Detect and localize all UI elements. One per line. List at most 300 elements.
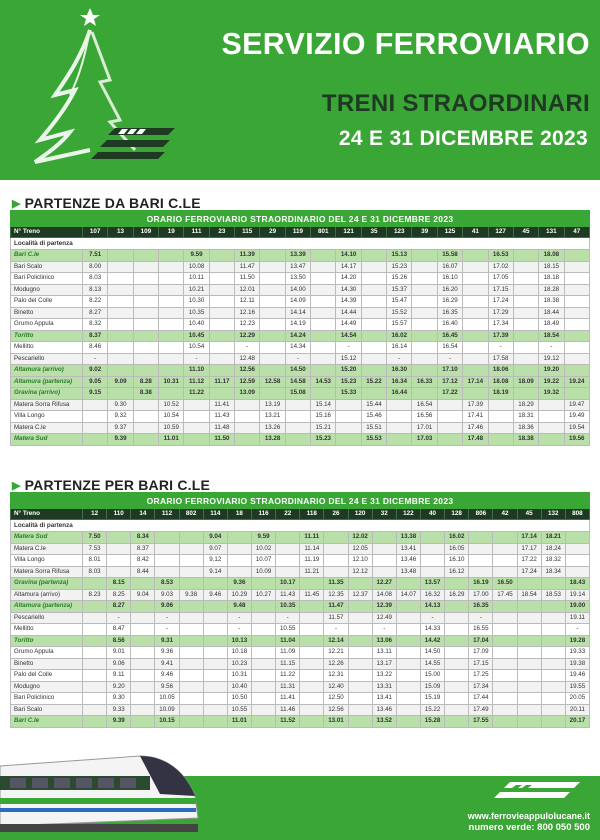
train-number: 45	[517, 509, 541, 520]
time-cell: 13.28	[260, 434, 285, 446]
time-cell	[83, 681, 107, 693]
time-cell	[300, 635, 324, 647]
time-cell	[445, 681, 469, 693]
time-cell	[372, 543, 396, 555]
time-cell	[412, 296, 437, 308]
time-cell: 14.34	[285, 342, 310, 354]
time-cell: 16.54	[412, 399, 437, 411]
time-cell: 8.44	[131, 566, 155, 578]
header-label: N° Treno	[11, 509, 83, 520]
time-cell: 14.42	[420, 635, 444, 647]
station-name: Palo del Colle	[11, 670, 83, 682]
time-cell: 11.14	[300, 543, 324, 555]
time-cell	[488, 399, 513, 411]
time-cell	[412, 353, 437, 365]
time-cell: 20.17	[565, 716, 589, 728]
time-cell: 14.50	[420, 647, 444, 659]
time-cell: 15.37	[387, 284, 412, 296]
train-number: 806	[469, 509, 493, 520]
time-cell: 16.54	[437, 342, 462, 354]
time-cell	[260, 353, 285, 365]
time-cell: 15.57	[387, 319, 412, 331]
time-cell	[445, 578, 469, 590]
time-cell	[159, 388, 184, 400]
time-cell: 8.15	[107, 578, 131, 590]
time-cell	[324, 543, 348, 555]
table-row	[11, 422, 590, 434]
station-name: Mellitto	[11, 342, 83, 354]
time-cell	[488, 411, 513, 423]
station-name: Bari Policlinico	[11, 273, 83, 285]
time-cell: 17.14	[517, 532, 541, 544]
time-cell	[300, 601, 324, 613]
time-cell	[412, 388, 437, 400]
time-cell: 15.12	[336, 353, 361, 365]
time-cell: 16.32	[420, 589, 444, 601]
time-cell: 8.23	[83, 589, 107, 601]
time-cell	[209, 273, 234, 285]
time-cell: 17.01	[412, 422, 437, 434]
time-cell: 14.08	[372, 589, 396, 601]
poster-title: SERVIZIO FERROVIARIO	[221, 26, 590, 61]
time-cell	[564, 330, 589, 342]
website-link[interactable]: www.ferrovieappulolucane.it	[467, 811, 590, 821]
time-cell: 12.58	[260, 376, 285, 388]
time-cell: 16.55	[469, 624, 493, 636]
time-cell	[493, 635, 517, 647]
time-cell	[437, 434, 462, 446]
time-cell	[133, 250, 158, 262]
time-cell	[541, 601, 565, 613]
time-cell	[83, 601, 107, 613]
station-name: Gravina (partenza)	[11, 578, 83, 590]
time-cell	[445, 693, 469, 705]
train-number: 115	[235, 227, 260, 238]
time-cell	[361, 307, 386, 319]
time-cell: 11.10	[184, 365, 209, 377]
time-cell	[159, 307, 184, 319]
time-cell	[107, 532, 131, 544]
time-cell: 17.17	[517, 543, 541, 555]
station-name: Pescariello	[11, 612, 83, 624]
time-cell	[311, 365, 336, 377]
time-cell: -	[235, 342, 260, 354]
time-cell: 11.46	[276, 704, 300, 716]
time-cell: -	[227, 612, 251, 624]
time-cell	[260, 388, 285, 400]
time-cell: 8.03	[83, 566, 107, 578]
time-cell	[83, 635, 107, 647]
time-cell	[445, 635, 469, 647]
time-cell: 19.33	[565, 647, 589, 659]
time-cell: 17.39	[463, 399, 488, 411]
time-cell	[493, 566, 517, 578]
poster-subtitle: TRENI STRAORDINARI	[321, 90, 590, 117]
table-row	[11, 307, 590, 319]
time-cell	[348, 716, 372, 728]
time-cell	[463, 273, 488, 285]
time-cell	[396, 704, 420, 716]
time-cell	[159, 342, 184, 354]
table-row	[11, 273, 590, 285]
time-cell	[209, 330, 234, 342]
christmas-tree-icon	[0, 0, 180, 180]
time-cell	[541, 716, 565, 728]
time-cell	[493, 681, 517, 693]
timetable-to-bari	[10, 492, 590, 728]
time-cell: 18.08	[539, 250, 564, 262]
table-row	[11, 296, 590, 308]
time-cell	[131, 624, 155, 636]
table-row	[11, 411, 590, 423]
time-cell: 14.33	[420, 624, 444, 636]
time-cell	[348, 658, 372, 670]
time-cell: 8.46	[83, 342, 108, 354]
time-cell: 11.09	[276, 647, 300, 659]
time-cell	[285, 434, 310, 446]
time-cell	[260, 250, 285, 262]
time-cell: 15.14	[311, 399, 336, 411]
time-cell: 9.59	[251, 532, 275, 544]
time-cell: 18.21	[541, 532, 565, 544]
time-cell	[209, 388, 234, 400]
caption-row	[11, 493, 590, 509]
time-cell: 12.21	[324, 647, 348, 659]
table-row	[11, 543, 590, 555]
time-cell	[108, 307, 133, 319]
time-cell: 10.55	[276, 624, 300, 636]
time-cell: 20.05	[565, 693, 589, 705]
time-cell	[463, 296, 488, 308]
time-cell: 15.58	[437, 250, 462, 262]
time-cell	[493, 543, 517, 555]
time-cell: 8.38	[133, 388, 158, 400]
time-cell	[276, 555, 300, 567]
station-name: Matera C.le	[11, 422, 83, 434]
time-cell	[348, 635, 372, 647]
time-cell: 16.53	[488, 250, 513, 262]
table-row	[11, 376, 590, 388]
time-cell: 18.18	[539, 273, 564, 285]
time-cell	[396, 670, 420, 682]
station-name: Bari C.le	[11, 250, 83, 262]
time-cell: 15.33	[336, 388, 361, 400]
time-cell: 11.50	[209, 434, 234, 446]
time-cell	[311, 307, 336, 319]
time-cell: 11.41	[209, 399, 234, 411]
time-cell	[235, 399, 260, 411]
time-cell	[260, 307, 285, 319]
time-cell	[445, 612, 469, 624]
time-cell	[412, 319, 437, 331]
time-cell	[348, 704, 372, 716]
time-cell	[396, 578, 420, 590]
time-cell	[159, 296, 184, 308]
time-cell: 9.32	[108, 411, 133, 423]
time-cell: 13.06	[372, 635, 396, 647]
time-cell: 12.56	[324, 704, 348, 716]
time-cell: 9.03	[155, 589, 179, 601]
time-cell	[227, 566, 251, 578]
time-cell	[179, 612, 203, 624]
time-cell	[517, 601, 541, 613]
time-cell	[179, 578, 203, 590]
time-cell: 15.53	[361, 434, 386, 446]
time-cell	[209, 261, 234, 273]
time-cell	[251, 681, 275, 693]
train-number: 45	[513, 227, 538, 238]
time-cell: 9.33	[107, 704, 131, 716]
time-cell	[179, 670, 203, 682]
time-cell: 17.48	[463, 434, 488, 446]
time-cell: 16.19	[469, 578, 493, 590]
time-cell: 14.30	[336, 284, 361, 296]
time-cell: 17.34	[488, 319, 513, 331]
time-cell: 13.01	[324, 716, 348, 728]
time-cell	[412, 273, 437, 285]
time-cell	[159, 353, 184, 365]
time-cell	[108, 296, 133, 308]
time-cell: 11.11	[300, 532, 324, 544]
train-number: 14	[131, 509, 155, 520]
timetable-from-bari	[10, 210, 590, 446]
time-cell	[155, 555, 179, 567]
time-cell	[565, 566, 589, 578]
time-cell	[412, 330, 437, 342]
section-title-to-bari: ▶ PARTENZE PER BARI C.LE	[12, 477, 211, 493]
time-cell	[260, 330, 285, 342]
time-cell	[348, 647, 372, 659]
time-cell	[517, 624, 541, 636]
time-cell	[133, 284, 158, 296]
time-cell	[203, 647, 227, 659]
time-cell: 18.28	[539, 284, 564, 296]
time-cell: 18.36	[513, 422, 538, 434]
time-cell	[564, 307, 589, 319]
time-cell: 19.54	[564, 422, 589, 434]
time-cell: 12.02	[348, 532, 372, 544]
time-cell: 16.02	[387, 330, 412, 342]
table-row	[11, 658, 590, 670]
station-name: Bari Scalo	[11, 261, 83, 273]
time-cell	[203, 716, 227, 728]
time-cell: 17.45	[493, 589, 517, 601]
time-cell: 15.08	[285, 388, 310, 400]
time-cell: 8.01	[83, 555, 107, 567]
time-cell: 17.55	[469, 716, 493, 728]
time-cell: 11.04	[276, 635, 300, 647]
time-cell	[541, 647, 565, 659]
time-cell	[420, 566, 444, 578]
time-cell: 10.31	[159, 376, 184, 388]
time-cell: 9.56	[155, 681, 179, 693]
time-cell	[159, 250, 184, 262]
time-cell	[300, 647, 324, 659]
time-cell	[179, 624, 203, 636]
station-name: Toritto	[11, 330, 83, 342]
time-cell	[564, 284, 589, 296]
table-row	[11, 532, 590, 544]
locality-label: Località di partenza	[11, 238, 590, 250]
time-cell	[361, 250, 386, 262]
time-cell: 15.44	[361, 399, 386, 411]
time-cell	[133, 307, 158, 319]
caption-row	[11, 211, 590, 227]
station-name: Binetto	[11, 658, 83, 670]
time-cell: 14.10	[336, 250, 361, 262]
time-cell: 11.47	[324, 601, 348, 613]
time-cell: 11.43	[276, 589, 300, 601]
train-number: 12	[83, 509, 107, 520]
time-cell	[469, 555, 493, 567]
time-cell: 19.12	[539, 353, 564, 365]
time-cell: 10.40	[184, 319, 209, 331]
time-cell	[108, 250, 133, 262]
time-cell	[108, 284, 133, 296]
time-cell: 9.30	[107, 693, 131, 705]
train-number: 35	[361, 227, 386, 238]
time-cell	[372, 566, 396, 578]
time-cell	[203, 578, 227, 590]
time-cell	[463, 342, 488, 354]
time-cell	[564, 388, 589, 400]
station-name: Bari C.le	[11, 716, 83, 728]
time-cell: 16.02	[445, 532, 469, 544]
time-cell	[513, 250, 538, 262]
time-cell	[209, 353, 234, 365]
time-cell	[361, 273, 386, 285]
time-cell	[311, 330, 336, 342]
time-cell: 8.00	[83, 261, 108, 273]
time-cell: 12.35	[324, 589, 348, 601]
time-cell: 12.59	[235, 376, 260, 388]
train-number: 26	[324, 509, 348, 520]
station-name: Matera Sud	[11, 532, 83, 544]
time-cell	[324, 566, 348, 578]
time-cell	[493, 555, 517, 567]
table-row	[11, 388, 590, 400]
time-cell: -	[184, 353, 209, 365]
time-cell: 14.24	[285, 330, 310, 342]
time-cell	[159, 284, 184, 296]
time-cell: 16.44	[387, 388, 412, 400]
time-cell: 19.14	[565, 589, 589, 601]
time-cell: 12.14	[324, 635, 348, 647]
time-cell	[209, 284, 234, 296]
time-cell	[488, 422, 513, 434]
time-cell: 18.24	[541, 543, 565, 555]
time-cell	[348, 624, 372, 636]
train-number: 801	[311, 227, 336, 238]
train-number: 808	[565, 509, 589, 520]
time-cell	[493, 612, 517, 624]
time-cell: 10.50	[227, 693, 251, 705]
time-cell	[108, 353, 133, 365]
time-cell	[83, 624, 107, 636]
time-cell: 16.56	[412, 411, 437, 423]
time-cell: -	[469, 612, 493, 624]
station-name: Altamura (arrivo)	[11, 365, 83, 377]
header-banner	[0, 0, 600, 180]
train-number: 41	[463, 227, 488, 238]
time-cell: 10.08	[184, 261, 209, 273]
train-number: 29	[260, 227, 285, 238]
table-row	[11, 566, 590, 578]
time-cell: 13.38	[396, 532, 420, 544]
time-cell: 11.52	[276, 716, 300, 728]
time-cell: 10.05	[155, 693, 179, 705]
time-cell	[108, 261, 133, 273]
time-cell: 16.10	[445, 555, 469, 567]
time-cell	[179, 555, 203, 567]
time-cell: -	[155, 624, 179, 636]
station-name: Pescariello	[11, 353, 83, 365]
time-cell	[513, 388, 538, 400]
time-cell: 10.45	[184, 330, 209, 342]
time-cell: 14.07	[396, 589, 420, 601]
train-number: 109	[133, 227, 158, 238]
time-cell	[361, 296, 386, 308]
time-cell: -	[227, 624, 251, 636]
time-cell	[420, 532, 444, 544]
time-cell: -	[83, 353, 108, 365]
time-cell: 18.43	[565, 578, 589, 590]
time-cell: 18.34	[541, 566, 565, 578]
time-cell	[311, 261, 336, 273]
locality-label: Località di partenza	[11, 520, 590, 532]
time-cell	[517, 612, 541, 624]
time-cell: 16.20	[437, 284, 462, 296]
time-cell	[541, 670, 565, 682]
time-cell	[300, 624, 324, 636]
time-cell	[133, 411, 158, 423]
time-cell: 16.29	[437, 296, 462, 308]
time-cell: 12.29	[235, 330, 260, 342]
time-cell: 12.39	[372, 601, 396, 613]
time-cell	[300, 693, 324, 705]
table-row	[11, 399, 590, 411]
time-cell: 12.12	[348, 566, 372, 578]
time-cell	[311, 319, 336, 331]
time-cell	[108, 319, 133, 331]
table-row	[11, 319, 590, 331]
time-cell: 10.40	[227, 681, 251, 693]
time-cell	[159, 330, 184, 342]
table-caption: ORARIO FERROVIARIO STRAORDINARIO DEL 24 E 31 DICEMBRE 2023	[11, 493, 590, 509]
time-cell: 14.09	[285, 296, 310, 308]
time-cell: 9.46	[203, 589, 227, 601]
time-cell: 17.39	[488, 330, 513, 342]
time-cell: 8.27	[83, 307, 108, 319]
time-cell	[83, 704, 107, 716]
time-cell	[445, 647, 469, 659]
time-cell	[203, 658, 227, 670]
time-cell: 15.23	[387, 261, 412, 273]
time-cell: 11.22	[276, 670, 300, 682]
time-cell: 17.03	[412, 434, 437, 446]
time-cell	[396, 635, 420, 647]
time-cell	[131, 693, 155, 705]
time-cell	[412, 342, 437, 354]
locality-row	[11, 520, 590, 532]
time-cell	[469, 532, 493, 544]
time-cell: 17.09	[469, 647, 493, 659]
header-row	[11, 227, 590, 238]
time-cell: 8.28	[133, 376, 158, 388]
time-cell: 18.19	[488, 388, 513, 400]
time-cell	[469, 543, 493, 555]
time-cell: 14.55	[420, 658, 444, 670]
